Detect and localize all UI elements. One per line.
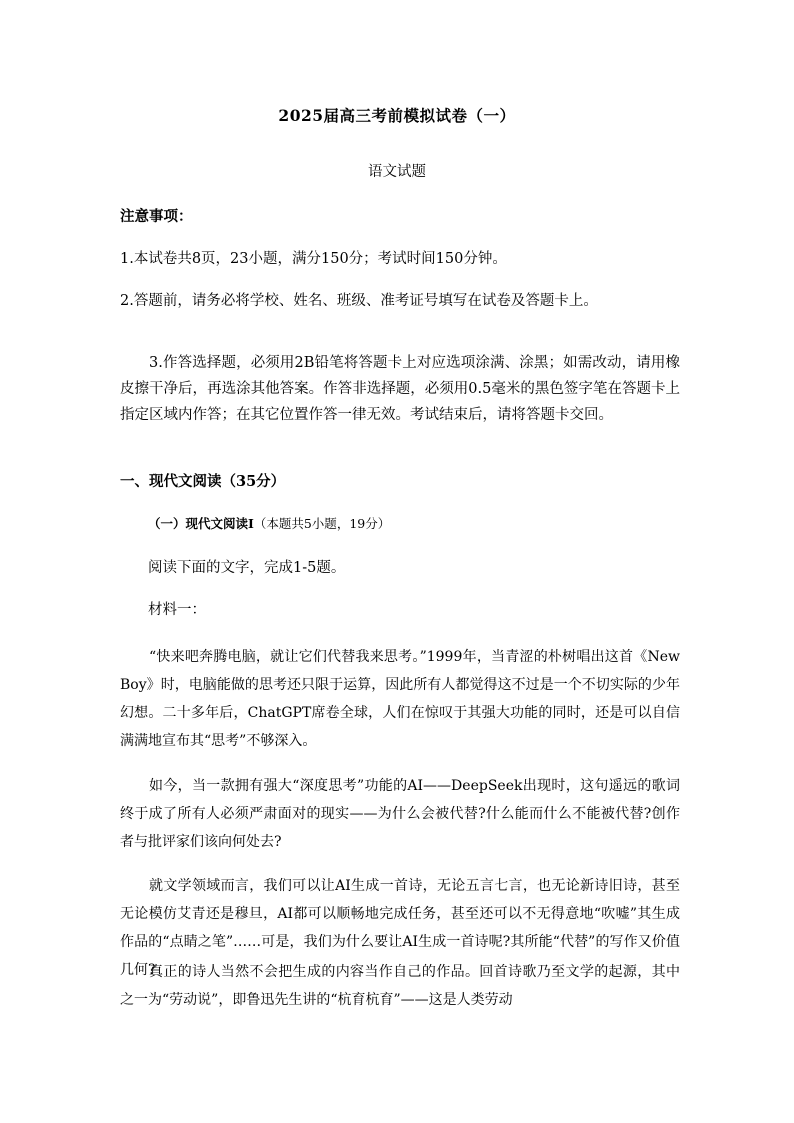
passage-paragraph: “快来吧奔腾电脑，就让它们代替我来思考。”1999年，当青涩的朴树唱出这首《New Boy》时，电脑能做的思考还只限于运算，因此所有人都觉得这不过是一个不切实际的少年幻想。二十多年后，ChatGPT席卷全球，人们在惊叹于其强大功能的同时，还是可以自信满满地宣布其“思考”不够深入。 xyxy=(120,649,680,749)
notice-heading: 注意事项： xyxy=(120,208,193,225)
subsection-title: （一）现代文阅读Ⅰ xyxy=(148,516,254,531)
passage-paragraph: 就文学领域而言，我们可以让AI生成一首诗，无论五言七言，也无论新诗旧诗，甚至无论模仿艾青还是穆旦，AI都可以顺畅地完成任务，甚至还可以不无得意地“吹嘘”其生成作品的“点睛之笔”……可是，我们为什么要让AI生成一首诗呢?其所能“代替”的写作又价值几何? xyxy=(120,878,680,978)
notice-item-1: 1.本试卷共8页，23小题，满分150分；考试时间150分钟。 xyxy=(120,251,507,267)
subsection-note: （本题共5小题，19分） xyxy=(253,516,391,531)
passage-paragraph: 真正的诗人当然不会把生成的内容当作自己的作品。回首诗歌乃至文学的起源，其中之一为“劳动说”，即鲁迅先生讲的“杭育杭育”——这是人类劳动 xyxy=(120,964,680,1008)
passage-paragraph: 如今，当一款拥有强大“深度思考”功能的AI——DeepSeek出现时，这句遥远的歌词终于成了所有人必须严肃面对的现实——为什么会被代替?什么能而什么不能被代替?创作者与批评家们该向何处去? xyxy=(120,778,680,850)
material-label: 材料一： xyxy=(148,602,206,618)
section-heading: 一、现代文阅读（35分） xyxy=(120,473,286,490)
notice-item-2: 2.答题前，请务必将学校、姓名、班级、准考证号填写在试卷及答题卡上。 xyxy=(120,293,598,309)
notice-item-3: 3.作答选择题，必须用2B铅笔将答题卡上对应选项涂满、涂黑；如需改动，请用橡皮擦干净后，再选涂其他答案。作答非选择题，必须用0.5毫米的黑色签字笔在答题卡上指定区域内作答；在其它位置作答一律无效。考试结束后，请将答题卡交回。 xyxy=(120,355,680,423)
exam-subject: 语文试题 xyxy=(368,164,426,180)
reading-instruction: 阅读下面的文字，完成1-5题。 xyxy=(148,560,346,576)
subsection-heading xyxy=(148,514,708,532)
exam-title: 2025届高三考前模拟试卷（一） xyxy=(278,106,516,125)
